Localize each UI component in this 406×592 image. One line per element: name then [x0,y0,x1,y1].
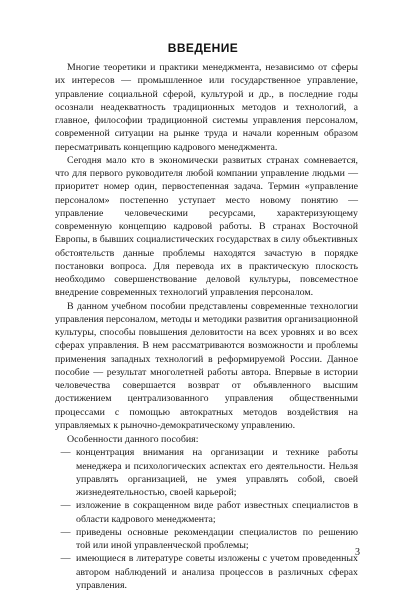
list-item-text: приведены основные рекомендации специалистов по решению той или иной управленческой проблемы; [76,526,358,551]
paragraph-1: Многие теоретики и практики менеджмента, независимо от сферы их интересов — промышленное или государственное управление, управление социальной сферой, культурой и др., в последние годы осознали неадекватность традиционных методов и технологий, а главное, философии традиционной системы управления персоналом, современной ситуации на рынке труда и начали коренным образом пересматривать концепцию кадрового менеджмента. [55,62,358,153]
list-item [55,526,358,553]
paragraph-3: В данном учебном пособии представлены современные технологии управления персоналом, методы и методики развития организационной культуры, способы повышения деловитости на всех уровнях и во всех сферах управления. В нем рассматриваются возможности и проблемы применения западных технологий в реформируемой России. Данное пособие — результат многолетней работы автора. Впервые в истории человечества совершается возврат от объявленного высшим достижением централизованного управления общественными процессами с помощью автократных методов воздействия на управляемых к рыночно-демократическому управлению. [55,300,358,431]
page-number: 3 [355,547,360,558]
list-item-text: концентрация внимания на организации и технике работы менеджера и психологических аспектах его деятельности. Нельзя управлять организацией, не умея управлять собой, своей жизнедеятельностью, своей карьерой; [76,447,358,498]
list-item-text: имеющиеся в литературе советы изложены с учетом проведенных автором наблюдений и анализа процессов в различных сферах управления. [76,553,358,591]
page-title: ВВЕДЕНИЕ [167,41,239,55]
paragraph-2: Сегодня мало кто в экономически развитых странах сомневается, что для первого руководителя любой компании управление людьми — приоритет номер один, первостепенная задача. Термин «управление персоналом» постепенно уступает место новому понятию — управление человеческими ресурсами, характеризующему современную концепцию кадровой работы. В странах Восточной Европы, в бывших социалистических государствах в силу объективных обстоятельств данные проблемы находятся зачастую в порядке постановки вопроса. Для перевода их в практическую плоскость необходимо совершенствование деловой культуры, повсеместное внедрение современных технологий управления персоналом. [55,154,358,299]
body-text [55,61,358,592]
features-list [55,446,358,592]
list-item-text: изложение в сокращенном виде работ известных специалистов в области кадрового менеджмента; [76,500,358,525]
list-item [55,552,358,592]
features-intro: Особенности данного пособия: [67,434,199,445]
bullet-dash: — [60,500,71,512]
list-item [55,499,358,526]
bullet-dash: — [60,447,71,459]
list-item [55,446,358,499]
bullet-dash: — [60,526,71,538]
bullet-dash: — [60,553,71,565]
